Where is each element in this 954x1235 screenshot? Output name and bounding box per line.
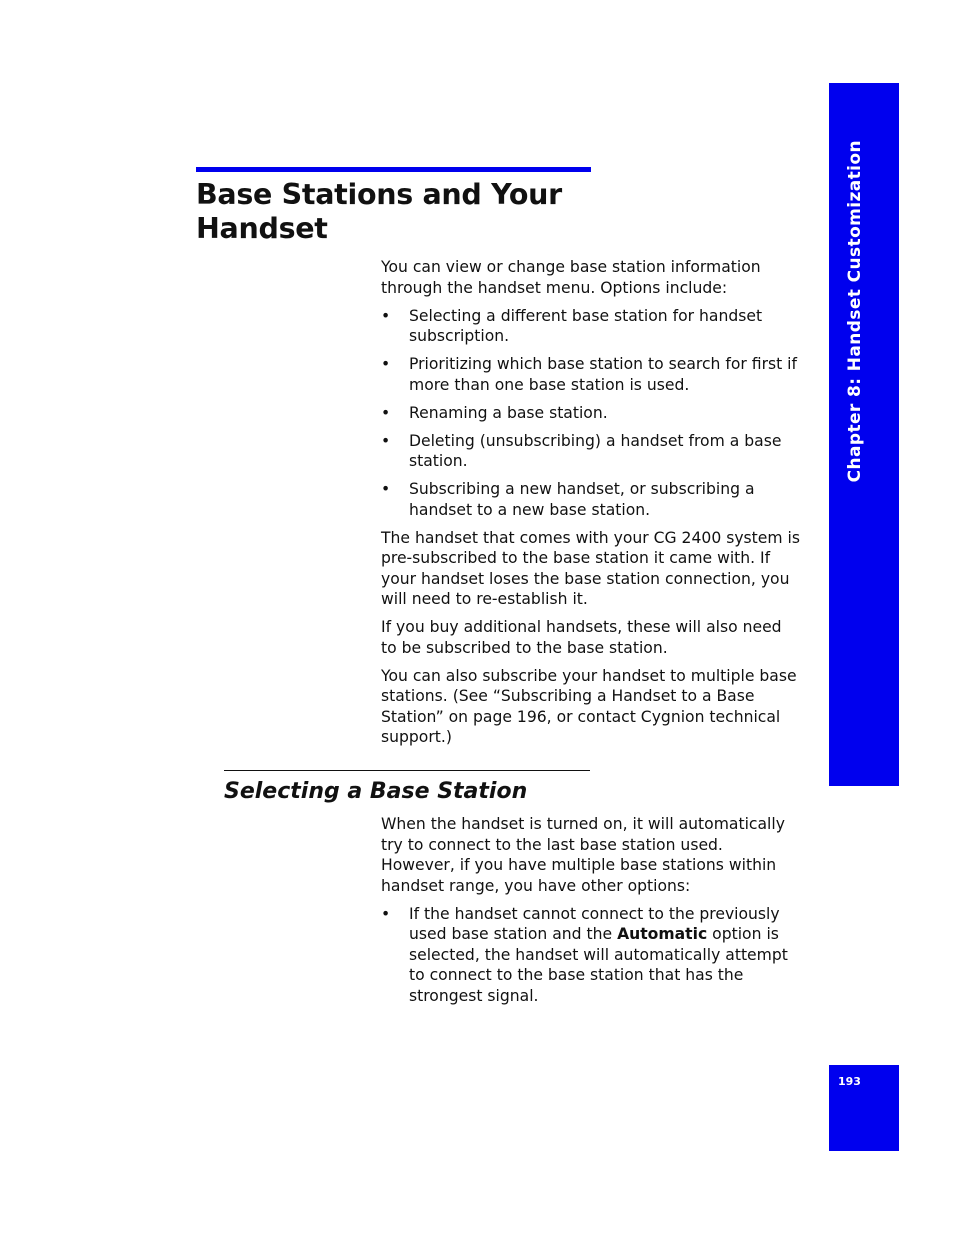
intro-section	[381, 257, 801, 755]
bullet-icon: •	[381, 403, 391, 422]
automatic-option-label: Automatic	[617, 925, 708, 943]
page-number: 193	[838, 1075, 861, 1088]
bullet-icon: •	[381, 306, 391, 325]
bullet-icon: •	[381, 431, 391, 450]
list-item-text-end: option is selected, the handset will automatically attempt to connect to the base station that has the strongest signal.	[409, 925, 788, 1005]
list-item-text: Renaming a base station.	[409, 403, 608, 422]
list-item	[381, 904, 801, 1007]
list-item-text: Subscribing a new handset, or subscribing a handset to a new base station.	[409, 480, 755, 519]
page-title: Base Stations and Your Handset	[196, 178, 562, 245]
title-rule	[196, 167, 591, 172]
intro-paragraph: You can view or change base station information through the handset menu. Options include:	[381, 258, 761, 297]
selecting-section	[381, 814, 801, 1014]
bullet-icon: •	[381, 480, 391, 498]
section-list	[381, 904, 801, 1007]
bullet-icon: •	[381, 904, 391, 923]
list-item	[381, 431, 801, 472]
body-paragraph: You can also subscribe your handset to multiple base stations. (See “Subscribing a Handset to a Base Station” on page 196, or contact Cygnion technical support.)	[381, 666, 797, 746]
section-heading: Selecting a Base Station	[224, 779, 528, 804]
body-paragraph: If you buy additional handsets, these will also need to be subscribed to the base station.	[381, 618, 782, 657]
list-item	[381, 479, 801, 520]
list-item	[381, 354, 801, 395]
list-item	[381, 306, 801, 347]
options-list	[381, 306, 801, 521]
list-item-text-start: If the handset cannot connect to the previously used base station and the	[409, 904, 780, 943]
list-item	[381, 403, 801, 424]
section-paragraph: When the handset is turned on, it will automatically try to connect to the last base station used. However, if you have multiple base stations within handset range, you have other options:	[381, 815, 785, 895]
list-item-text: Prioritizing which base station to search for first if more than one base station is used.	[409, 355, 798, 394]
chapter-label: Chapter 8: Handset Customization	[845, 140, 865, 483]
bullet-icon: •	[381, 355, 391, 373]
body-paragraph: The handset that comes with your CG 2400 system is pre-subscribed to the base station it came with. If your handset loses the base station connection, you will need to re-establish it.	[381, 528, 800, 608]
section-rule	[224, 770, 590, 771]
page-number-tab	[829, 1065, 899, 1151]
list-item-text: Deleting (unsubscribing) a handset from a base station.	[409, 431, 782, 470]
list-item-text: Selecting a different base station for handset subscription.	[409, 306, 763, 345]
